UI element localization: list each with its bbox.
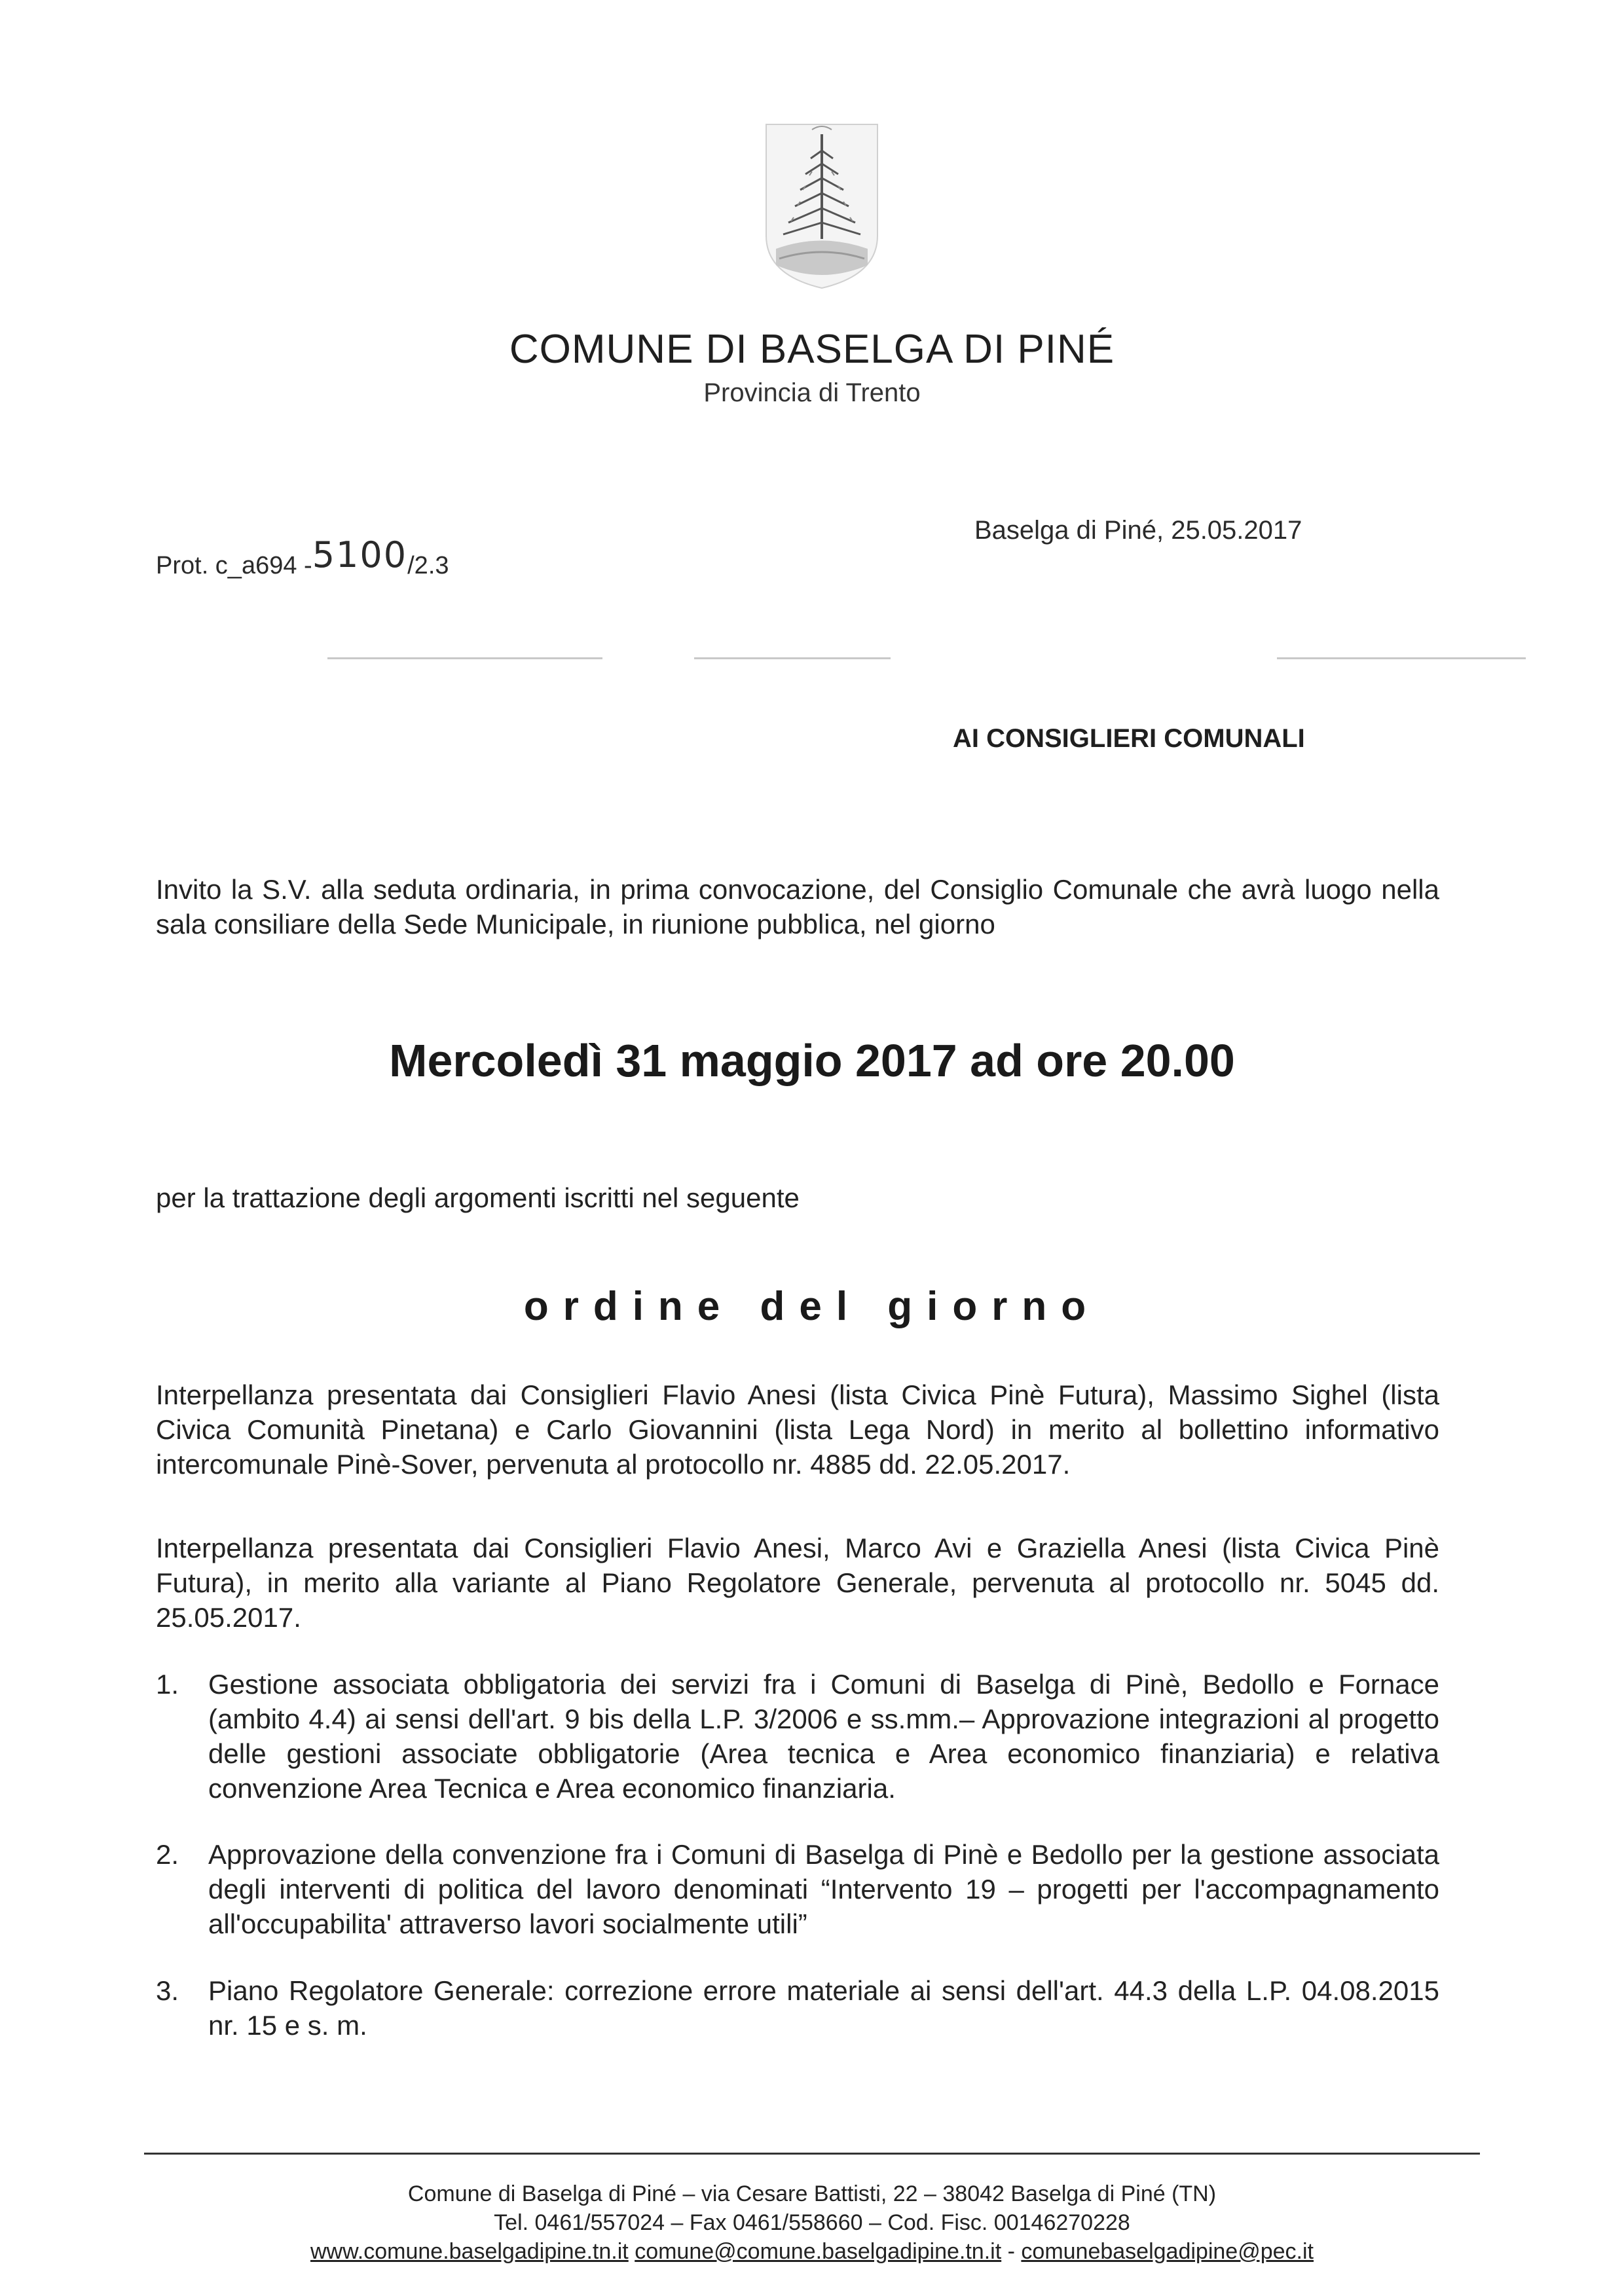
- agenda-item-text: Approvazione della convenzione fra i Comuni di Baselga di Pinè e Bedollo per la gestione associata degli interventi di politica del lavoro denominati “Intervento 19 – progetti per l'accompagnamento all'occupabilita' attraverso lavori socialmente utili”: [208, 1839, 1439, 1939]
- footer-separator: -: [1007, 2239, 1015, 2264]
- place-and-date: Baselga di Piné, 25.05.2017: [974, 516, 1302, 545]
- agenda-item-text: Piano Regolatore Generale: correzione errore materiale ai sensi dell'art. 44.3 della L.P. 04.08.2015 nr. 15 e s. m.: [208, 1975, 1439, 2041]
- footer-address: Comune di Baselga di Piné – via Cesare Battisti, 22 – 38042 Baselga di Piné (TN): [407, 2181, 1217, 2206]
- agenda-item-number: 1.: [156, 1669, 179, 1700]
- protocol-number: [156, 534, 449, 582]
- invitation-paragraph: Invito la S.V. alla seduta ordinaria, in prima convocazione, del Consiglio Comunale che avrà luogo nella sala consiliare della Sede Municipale, in riunione pubblica, nel giorno: [156, 874, 1439, 939]
- agenda-heading: ordine del giorno: [523, 1284, 1101, 1329]
- protocol-suffix: /2.3: [407, 552, 449, 579]
- recipient-heading: AI CONSIGLIERI COMUNALI: [953, 724, 1305, 753]
- scan-artifact-line: [1277, 657, 1526, 659]
- municipality-title: COMUNE DI BASELGA DI PINÉ: [509, 327, 1115, 372]
- interpellanza-paragraph: Interpellanza presentata dai Consiglieri Flavio Anesi, Marco Avi e Graziella Anesi (lista Civica Pinè Futura), in merito alla variante al Piano Regolatore Generale, pervenuta al protocollo nr. 5045 dd. 25.05.2017.: [156, 1533, 1439, 1633]
- scan-artifact-line: [327, 657, 602, 659]
- scan-artifact-line: [694, 657, 891, 659]
- purpose-line: per la trattazione degli argomenti iscritti nel seguente: [156, 1182, 800, 1213]
- municipal-crest-icon: [740, 98, 904, 295]
- meeting-date-heading: Mercoledì 31 maggio 2017 ad ore 20.00: [389, 1035, 1235, 1086]
- protocol-handwritten-number: 5100: [312, 534, 408, 575]
- agenda-item-number: 3.: [156, 1975, 179, 2006]
- footer-divider: [144, 2153, 1480, 2155]
- footer-links: [0, 2239, 1624, 2265]
- agenda-item-text: Gestione associata obbligatoria dei servizi fra i Comuni di Baselga di Pinè, Bedollo e Fornace (ambito 4.4) ai sensi dell'art. 9 bis della L.P. 3/2006 e ss.mm.– Approvazione integrazioni al progetto delle gestioni associate obbligatorie (Area tecnica e Area economico finanziaria) e relativa convenzione Area Tecnica e Area economico finanziaria.: [208, 1669, 1439, 1804]
- email-link[interactable]: comune@comune.baselgadipine.tn.it: [635, 2239, 1002, 2264]
- protocol-prefix: Prot. c_a694 -: [156, 552, 312, 579]
- interpellanza-paragraph: Interpellanza presentata dai Consiglieri Flavio Anesi (lista Civica Pinè Futura), Massimo Sighel (lista Civica Comunità Pinetana) e Carlo Giovannini (lista Lega Nord) in merito al bollettino informativo intercomunale Pinè-Sover, pervenuta al protocollo nr. 4885 dd. 22.05.2017.: [156, 1379, 1439, 1480]
- agenda-item-number: 2.: [156, 1839, 179, 1870]
- province-subtitle: Provincia di Trento: [703, 378, 921, 407]
- pec-email-link[interactable]: comunebaselgadipine@pec.it: [1021, 2239, 1314, 2264]
- footer-contacts: Tel. 0461/557024 – Fax 0461/558660 – Cod. Fisc. 00146270228: [494, 2210, 1130, 2235]
- website-link[interactable]: www.comune.baselgadipine.tn.it: [310, 2239, 629, 2264]
